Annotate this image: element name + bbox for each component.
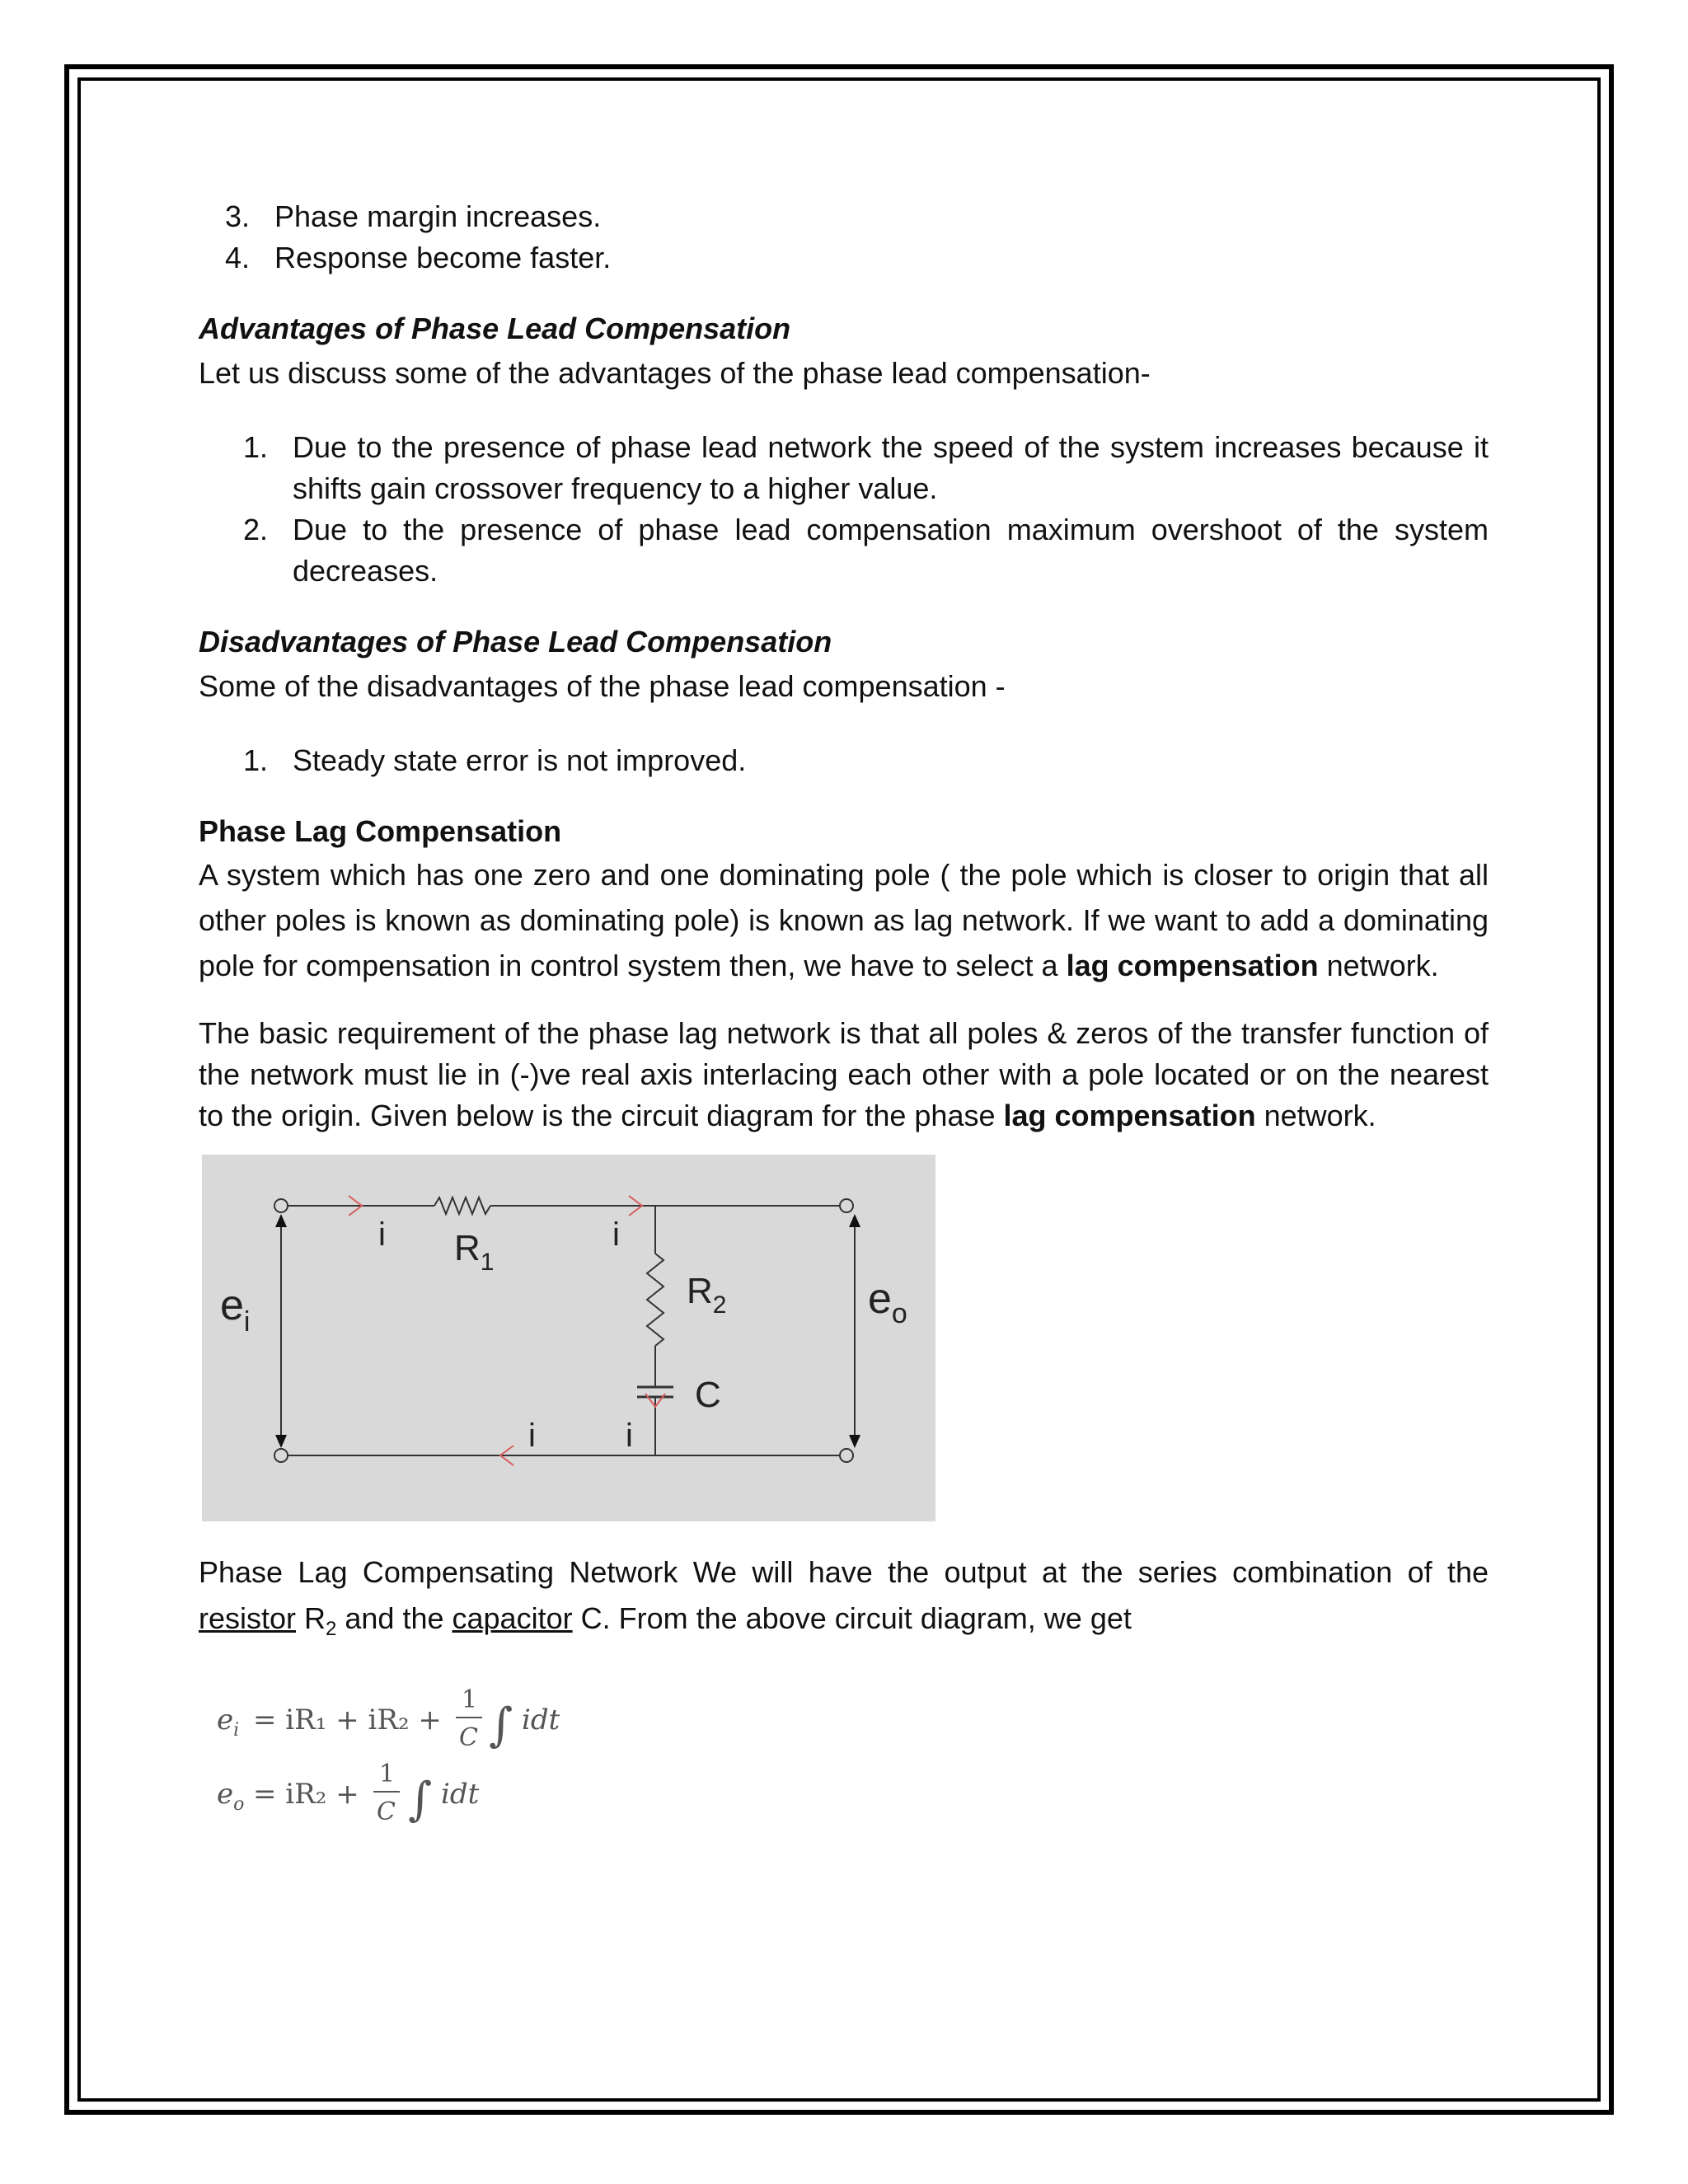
label-i-1: i [378, 1216, 386, 1253]
bold-term: lag compensation [1003, 1099, 1256, 1132]
label-r2-sub: 2 [712, 1291, 727, 1319]
resistor-link[interactable]: resistor [199, 1601, 297, 1635]
eo-arrow-down [849, 1435, 860, 1448]
eq1-lhs [217, 1704, 239, 1741]
label-i-4: i [626, 1418, 633, 1454]
equations [210, 1665, 639, 1846]
label-c: C [695, 1375, 721, 1415]
list-item [199, 427, 1489, 509]
label-ei [220, 1282, 250, 1338]
post-figure-text [199, 1549, 1489, 1652]
eq1-frac-den: C [459, 1723, 478, 1752]
list-text: Phase margin increases. [274, 199, 602, 233]
eq1-lhs-sub: i [233, 1720, 240, 1741]
label-ei-main: e [220, 1282, 244, 1329]
label-i-3: i [528, 1418, 536, 1454]
circuit-svg [202, 1155, 935, 1521]
eq2-rhs: = iR₂ + [253, 1778, 359, 1811]
eq2-lhs [217, 1778, 244, 1815]
circuit-diagram [202, 1155, 935, 1521]
advantages-intro: Let us discuss some of the advantages of the phase lead compensation- [199, 356, 1151, 390]
label-r1-main: R [454, 1228, 481, 1268]
heading-phase-lag: Phase Lag Compensation [199, 814, 562, 848]
list-item [199, 237, 1489, 279]
eq2-lhs-main: e [217, 1778, 234, 1811]
eq1-integral: ∫ [489, 1699, 513, 1752]
eq1-frac-num: 1 [462, 1685, 478, 1714]
text-span: and the [336, 1601, 452, 1635]
disadvantages-intro: Some of the disadvantages of the phase lead compensation - [199, 669, 1006, 703]
label-eo [868, 1275, 907, 1329]
text-span: network. [1318, 949, 1439, 982]
phase-lag-network-paragraph [199, 1549, 1489, 1652]
terminal-out-top [840, 1199, 853, 1212]
resistor-r1 [434, 1197, 490, 1214]
label-eo-main: e [868, 1275, 892, 1323]
list-number: 4. [224, 241, 250, 274]
ei-arrow-down [275, 1435, 287, 1448]
advantages-list [199, 427, 1489, 592]
label-r1 [454, 1228, 494, 1276]
eq2-lhs-sub: o [233, 1794, 245, 1815]
list-text: Response become faster. [274, 241, 612, 274]
heading-disadvantages: Disadvantages of Phase Lead Compensation [199, 625, 832, 658]
list-text: Steady state error is not improved. [293, 743, 747, 777]
list-item [199, 509, 1489, 592]
label-i-2: i [612, 1216, 620, 1253]
list-text: Due to the presence of phase lead network the speed of the system increases because it shifts gain crossover frequency to a higher value. [293, 430, 1489, 505]
terminal-in-top [274, 1199, 288, 1212]
eq2-tail: idt [441, 1778, 480, 1811]
label-ei-sub: i [243, 1306, 251, 1338]
eq1-tail: idt [522, 1704, 560, 1736]
text-span: C. From the above circuit diagram, we get [572, 1601, 1132, 1635]
eq2-frac-num: 1 [379, 1760, 396, 1788]
phase-lag-paragraph-2 [199, 1013, 1489, 1137]
eq1-rhs: = iR₁ + iR₂ + [253, 1704, 442, 1736]
list-number: 1. [242, 430, 268, 464]
capacitor-link[interactable]: capacitor [452, 1601, 573, 1635]
label-r2 [687, 1271, 726, 1319]
disadvantages-list [199, 740, 1489, 781]
bold-term: lag compensation [1066, 949, 1319, 982]
text-span: The basic requirement of the phase lag network is that all poles & zeros of the transfer function of the network must lie in (-)ve real axis interlacing each other with a pole located or on the nearest to the origin. Given below is the circuit diagram for the phase [199, 1016, 1489, 1132]
eq2-integral: ∫ [408, 1773, 433, 1826]
text-span: A system which has one zero and one dominating pole ( the pole which is closer to origin that all other poles is known as dominating pole) is known as lag network. If we want to add a dominating pole for compensation in control system then, we have to select a [199, 858, 1489, 982]
list-number: 1. [242, 743, 268, 777]
terminal-in-bottom [274, 1449, 288, 1462]
list-text: Due to the presence of phase lead compensation maximum overshoot of the system decreases. [293, 513, 1489, 588]
eq1-lhs-main: e [217, 1704, 234, 1736]
text-span: network. [1255, 1099, 1376, 1132]
eo-arrow-up [849, 1214, 860, 1227]
heading-advantages: Advantages of Phase Lead Compensation [199, 312, 791, 345]
eq2-frac-den: C [377, 1797, 396, 1826]
subscript: 2 [326, 1618, 337, 1641]
ei-arrow-up [275, 1214, 287, 1227]
phase-lag-paragraph-1 [199, 852, 1489, 988]
list-number: 3. [224, 199, 250, 233]
text-span: R [296, 1601, 326, 1635]
list-item [199, 196, 1489, 237]
list-top [199, 196, 1489, 279]
document-body [199, 196, 1489, 1137]
text-span: Phase Lag Compensating Network We will have the output at the series combination of the [199, 1555, 1489, 1589]
terminal-out-bottom [840, 1449, 853, 1462]
label-r2-main: R [687, 1271, 713, 1311]
resistor-r2 [647, 1254, 663, 1346]
label-r1-sub: 1 [480, 1249, 495, 1276]
list-item [199, 740, 1489, 781]
list-number: 2. [242, 513, 268, 546]
label-eo-sub: o [891, 1298, 907, 1329]
